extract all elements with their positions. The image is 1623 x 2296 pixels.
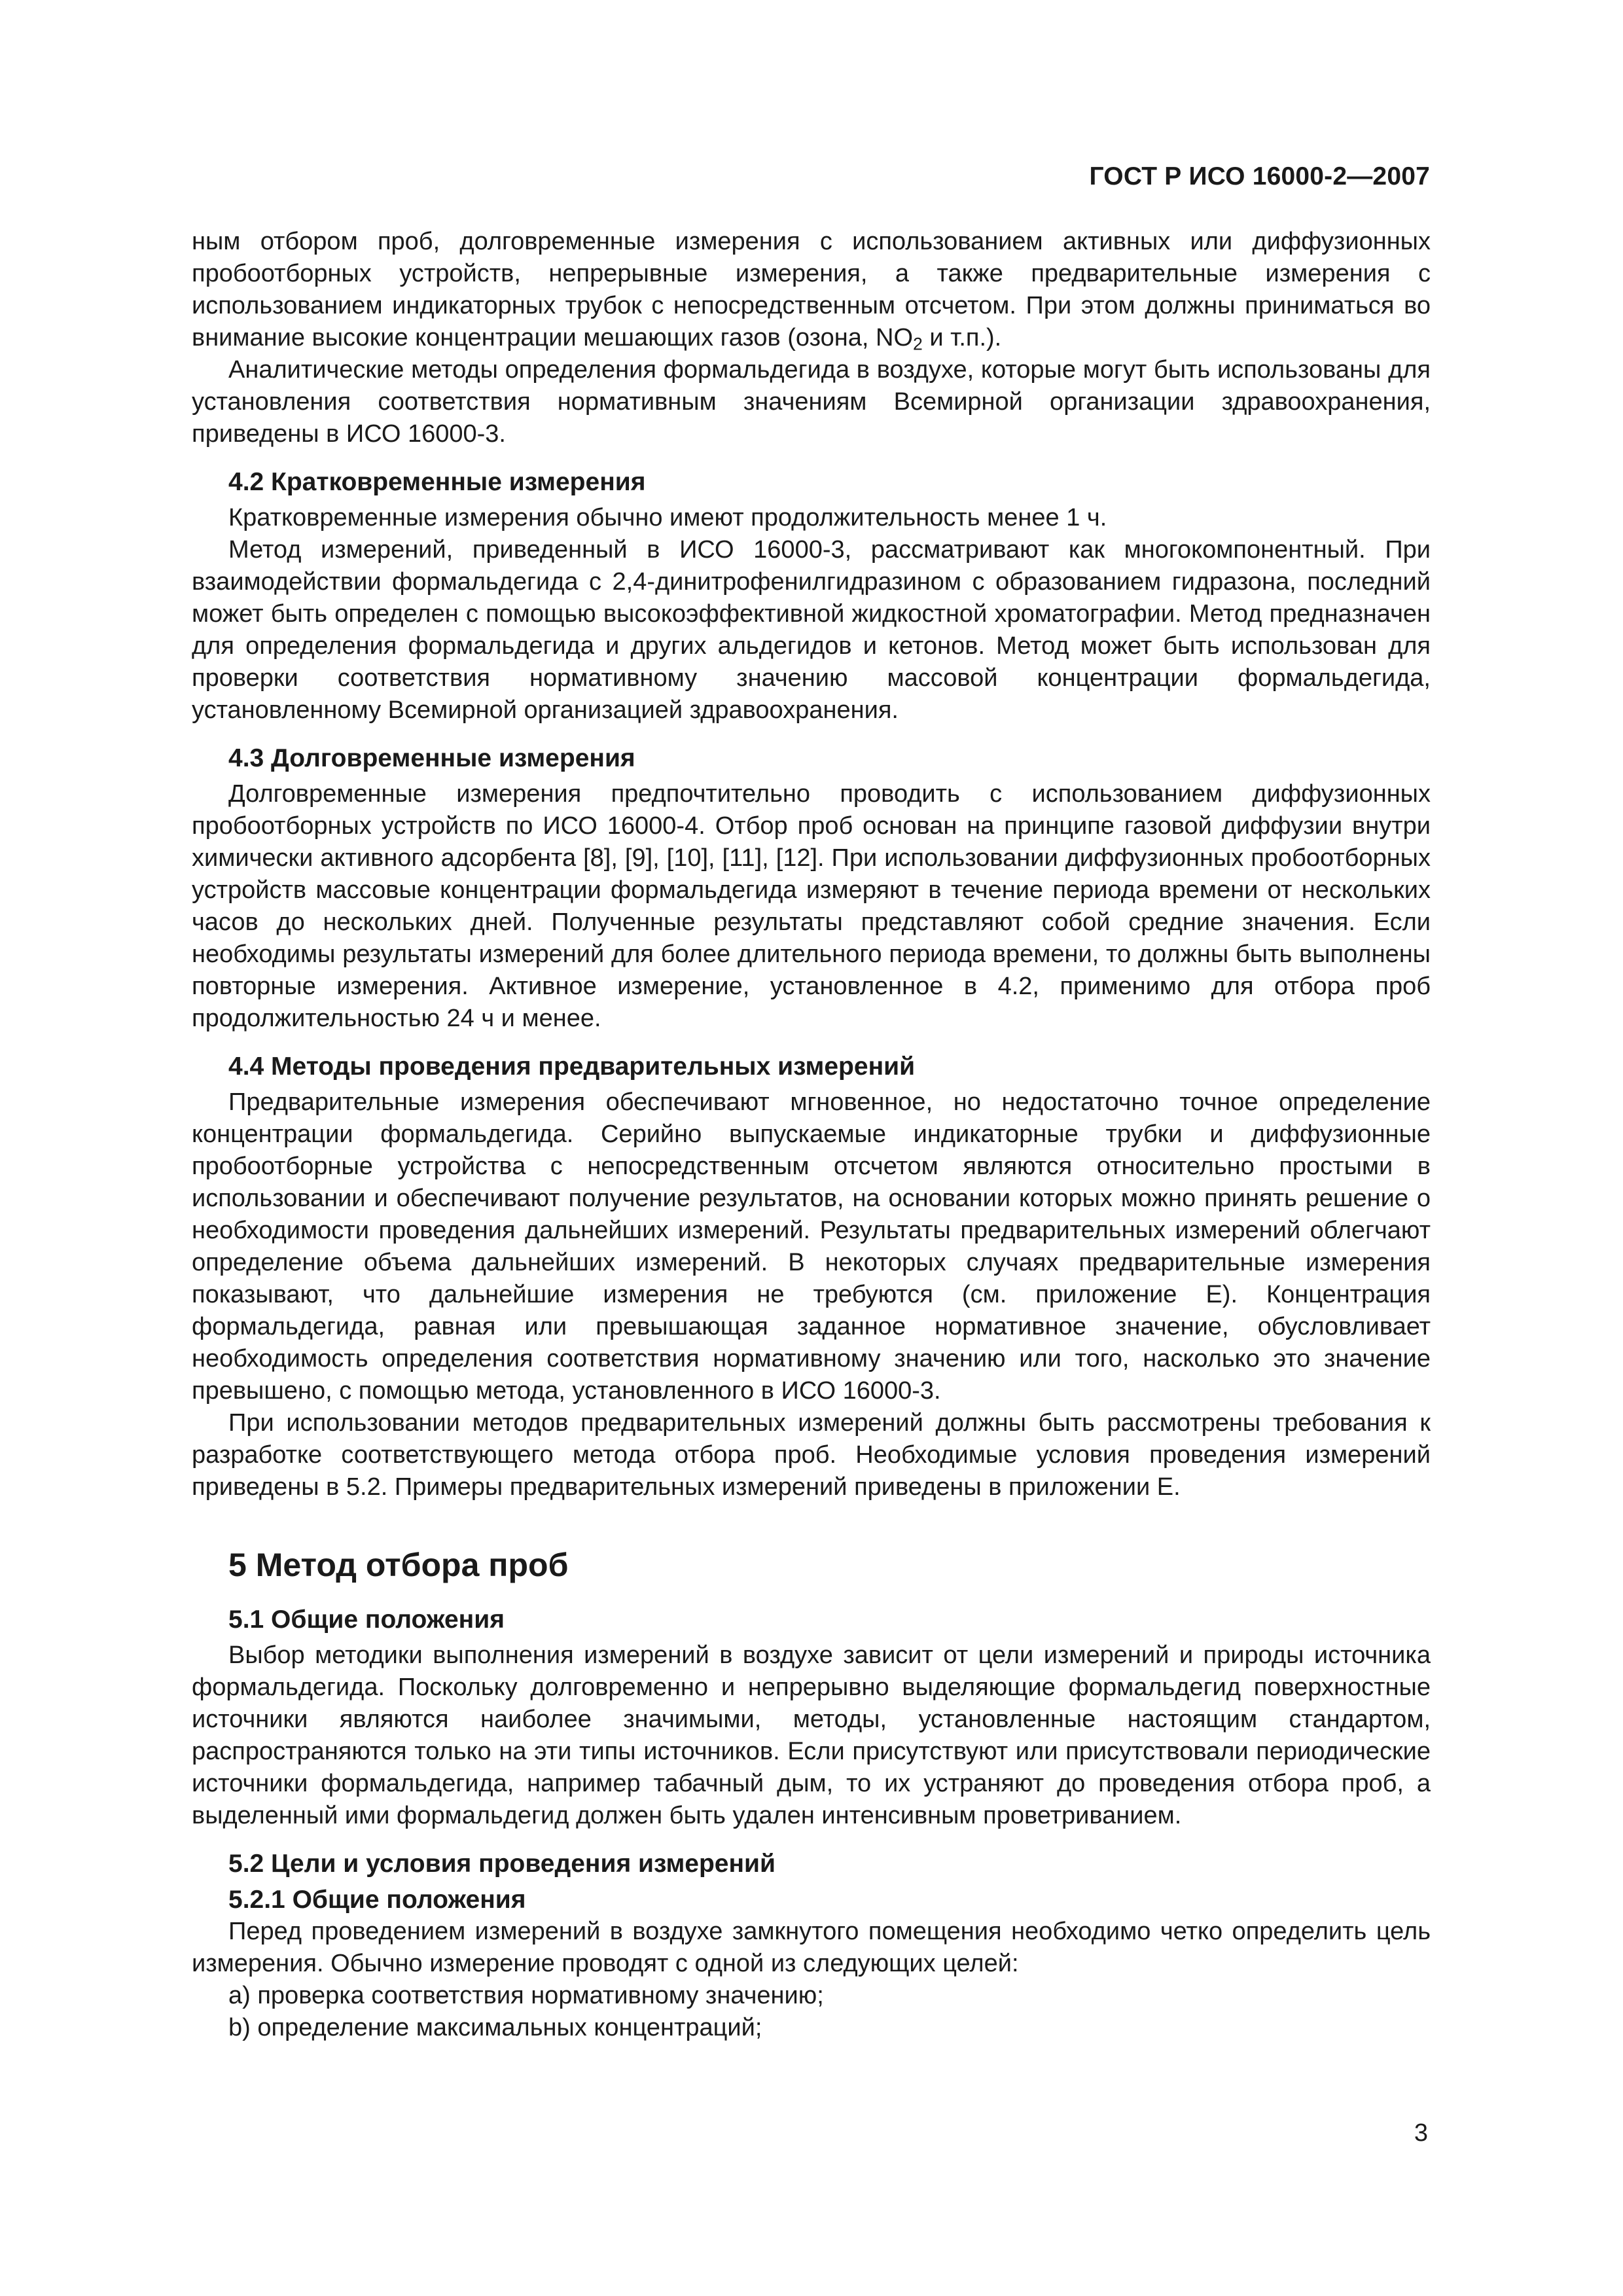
- intro-text-part: и т.п.).: [922, 324, 1002, 351]
- list-item: а) проверка соответствия нормативному значению;: [228, 1982, 824, 2009]
- heading-4-4: 4.4 Методы проведения предварительных измерений: [228, 1052, 916, 1081]
- heading-5-2-1: 5.2.1 Общие положения: [228, 1886, 526, 1914]
- heading-4-3: 4.3 Долговременные измерения: [228, 744, 635, 772]
- document-code-header: ГОСТ Р ИСО 16000-2—2007: [1089, 162, 1430, 190]
- paragraph: При использовании методов предварительных измерений должны быть рассмотрены требования к разработке соответствующего метода отбора проб. Необходимые условия проведения измерений приведены в 5.2. Примеры предварительных измерений приведены в приложении Е.: [192, 1409, 1431, 1501]
- page-number: 3: [1414, 2119, 1428, 2147]
- paragraph: Предварительные измерения обеспечивают мгновенное, но недостаточно точное определение концентрации формальдегида. Серийно выпускаемые индикаторные трубки и диффузионные пробоотборные устройства с непосредственным отсчетом являются относительно простыми в использовании и обеспечивают получение результатов, на основании которых можно принять решение о необходимости проведения дальнейших измерений. Результаты предварительных измерений облегчают определение объема дальнейших измерений. В некоторых случаях предварительные измерения показывают, что дальнейшие измерения не требуются (см. приложение Е). Концентрация формальдегида, равная или превышающая заданное нормативное значение, обусловливает необходимость определения соответствия нормативному значению или того, насколько это значение превышено, с помощью метода, установленного в ИСО 16000-3.: [192, 1088, 1431, 1405]
- section-heading-5: 5 Метод отбора проб: [228, 1547, 569, 1583]
- paragraph: Перед проведением измерений в воздухе замкнутого помещения необходимо четко определить цель измерения. Обычно измерение проводят с одной из следующих целей:: [192, 1918, 1431, 1977]
- intro-paragraph-1: [192, 226, 1431, 354]
- list-item: b) определение максимальных концентраций;: [228, 2014, 762, 2041]
- paragraph: Кратковременные измерения обычно имеют продолжительность менее 1 ч.: [228, 504, 1107, 531]
- subscript: 2: [913, 334, 923, 354]
- page-body: [192, 226, 1431, 2044]
- paragraph: Метод измерений, приведенный в ИСО 16000-3, рассматривают как многокомпонентный. При взаимодействии формальдегида с 2,4-динитрофенилгидразином с образованием гидразона, последний может быть определен с помощью высокоэффективной жидкостной хроматографии. Метод предназначен для определения формальдегида и других альдегидов и кетонов. Метод может быть использован для проверки соответствия нормативному значению массовой концентрации формальдегида, установленному Всемирной организацией здравоохранения.: [192, 536, 1431, 724]
- heading-5-2: 5.2 Цели и условия проведения измерений: [228, 1850, 776, 1878]
- intro-paragraph-2: Аналитические методы определения формальдегида в воздухе, которые могут быть использованы для установления соответствия нормативным значениям Всемирной организации здравоохранения, приведены в ИСО 16000-3.: [192, 356, 1431, 448]
- heading-4-2: 4.2 Кратковременные измерения: [228, 468, 646, 496]
- paragraph: Выбор методики выполнения измерений в воздухе зависит от цели измерений и природы источника формальдегида. Поскольку долговременно и непрерывно выделяющие формальдегид поверхностные источники являются наиболее значимыми, методы, установленные настоящим стандартом, распространяются только на эти типы источников. Если присутствуют или присутствовали периодические источники формальдегида, например табачный дым, то их устраняют до проведения отбора проб, а выделенный ими формальдегид должен быть удален интенсивным проветриванием.: [192, 1641, 1431, 1829]
- paragraph: Долговременные измерения предпочтительно проводить с использованием диффузионных пробоотборных устройств по ИСО 16000-4. Отбор проб основан на принципе газовой диффузии внутри химически активного адсорбента [8], [9], [10], [11], [12]. При использовании диффузионных пробоотборных устройств массовые концентрации формальдегида измеряют в течение периода времени от нескольких часов до нескольких дней. Полученные результаты представляют собой средние значения. Если необходимы результаты измерений для более длительного периода времени, то должны быть выполнены повторные измерения. Активное измерение, установленное в 4.2, применимо для отбора проб продолжительностью 24 ч и менее.: [192, 780, 1431, 1032]
- intro-text-part: ным отбором проб, долговременные измерения с использованием активных или диффузионных пробоотборных устройств, непрерывные измерения, а также предварительные измерения с использованием индикаторных трубок с непосредственным отсчетом. При этом должны приниматься во внимание высокие концентрации мешающих газов (озона, NO: [192, 228, 1431, 351]
- heading-5-1: 5.1 Общие положения: [228, 1605, 505, 1634]
